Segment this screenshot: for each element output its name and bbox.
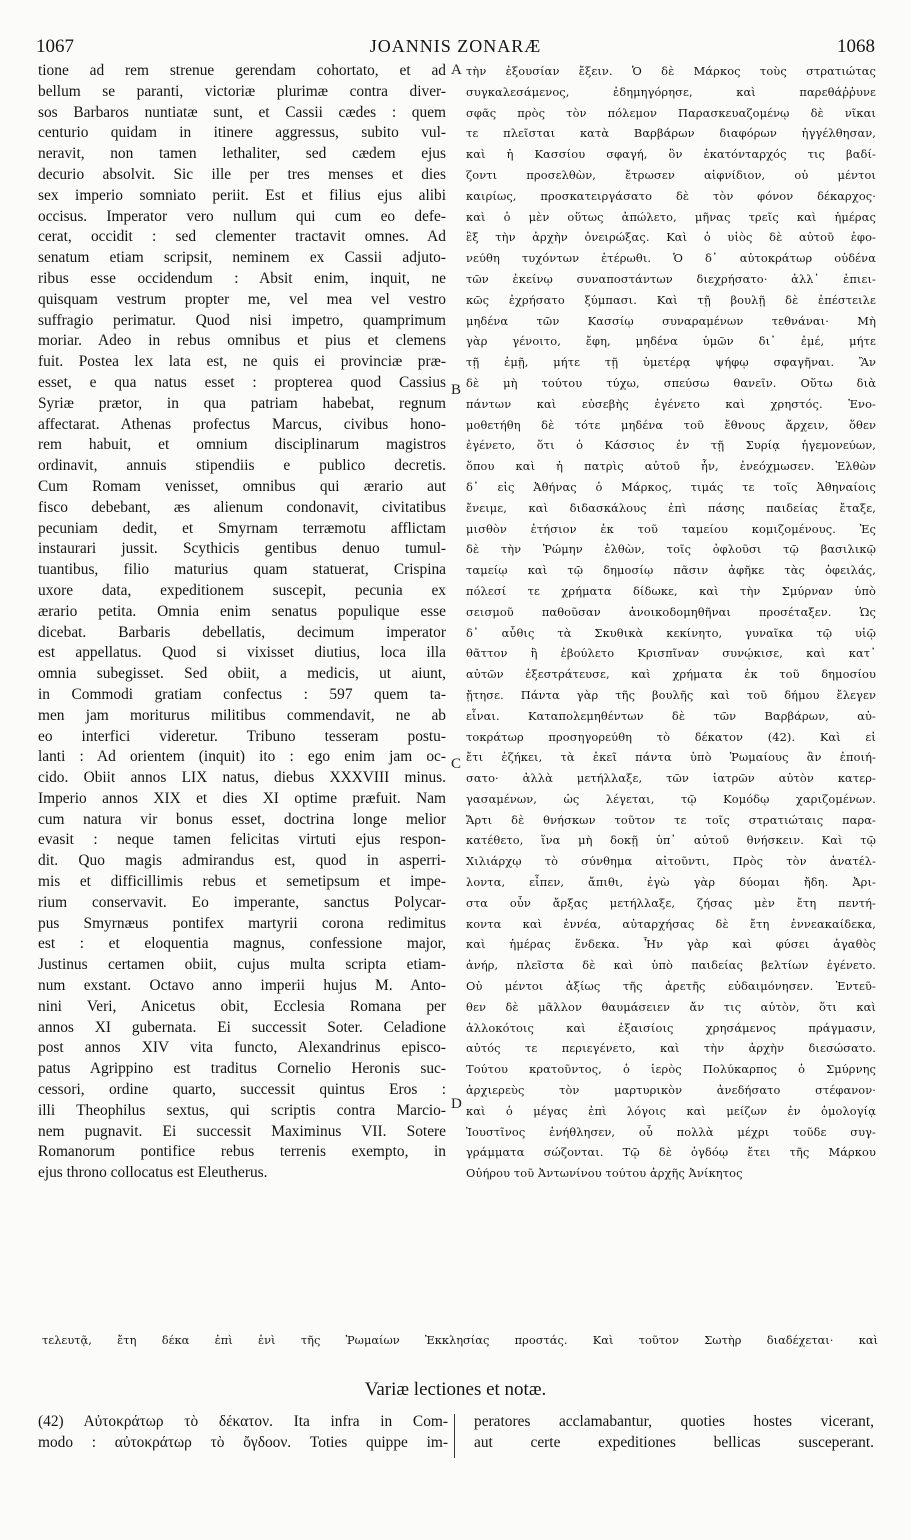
latin-text-line: ribus esse occidendum : Absit enim, inquit, ne	[38, 269, 446, 287]
greek-text-line: καὶ ὁ μέγας ἐπὶ λόγοις καὶ μείζων ἐν ὁμολογίᾳ	[466, 1103, 876, 1118]
latin-text-line: men jam moriturus militibus commendavit, ne ab	[38, 706, 446, 724]
latin-text-line: moriar. Adeo in rebus omnibus et pius et clemens	[38, 332, 446, 350]
latin-text-line: rem habuit, et omnium disciplinarum magistros	[38, 436, 446, 454]
notes-left-column	[38, 1412, 448, 1454]
latin-text-line: ærario petita. Omnia enim senatus populique esse	[38, 602, 446, 620]
latin-text-line: pus Smyrnæus pontifex martyrii corona redimitus	[38, 914, 446, 932]
latin-text-line: sos Barbaros nuntiatæ sunt, et Cassii cædes : quem	[38, 103, 446, 121]
latin-text-line: ordinavit, annuis stipendiis e publico decretis.	[38, 457, 446, 475]
margin-letter-a: A	[451, 62, 462, 78]
greek-text-line: ἔνειμε, καὶ διδασκάλους ἐπὶ πάσης παιδείας ἔταξε,	[466, 500, 876, 515]
latin-text-line: Justinus certamen obiit, cujus multa scripta etiam-	[38, 956, 446, 974]
greek-text-line: Ἰουστῖνος ἐνήθλησεν, οὗ πολλὰ μέχρι τοῦδε συγ-	[466, 1124, 876, 1139]
greek-text-line: κατέθετο, ἵνα μὴ δοκῇ ὑπ᾽ αὐτοῦ θνήσκειν. Καὶ τῷ	[466, 833, 876, 848]
greek-text-line: γασαμένων, ὡς λέγεται, τῷ Κομόδῳ χαριζομένων.	[466, 791, 876, 806]
greek-text-line: ἀλλοκότοις καὶ ἐξαισίοις χρησάμενος πράγμασιν,	[466, 1020, 876, 1035]
latin-text-line: est : et eloquentia magnus, confessione major,	[38, 935, 446, 953]
greek-text-line: ᾔτησε. Πάντα γὰρ τῆς βουλῆς καὶ τοῦ δήμου ἔλεγεν	[466, 687, 876, 702]
greek-text-line: δὲ μὴ τούτου τύχω, σπεύσω θανεῖν. Οὕτω διὰ	[466, 375, 876, 390]
note-line: peratores acclamabantur, quoties hostes vicerant,	[474, 1413, 874, 1430]
greek-text-line: θεν δὲ μᾶλλον θαυμάσειεν ἄν τις αὐτὸν, ὅτι καὶ	[466, 999, 876, 1014]
latin-text-line: eo interfici videretur. Tribuno tesseram postu-	[38, 727, 446, 745]
greek-text-line: Οὐήρου τοῦ Ἀντωνίνου τούτου ἀρχῆς Ἀνίκητος	[466, 1166, 743, 1181]
latin-text-line: tione ad rem strenue gerendam cohortato, et ad	[38, 62, 446, 79]
latin-text-line: nem pugnavit. Ei successit Maximinus VII. Sotere	[38, 1122, 446, 1140]
page-number-left: 1067	[36, 36, 74, 57]
latin-text-line: rium conservavit. Eo imperante, sanctus Polycar-	[38, 893, 446, 911]
greek-text-line: ὅπου καὶ ἡ πατρὶς αὐτοῦ ἦν, ἐνεόχμωσεν. Ἐλθὼν	[466, 459, 876, 474]
latin-text-line: lanti : Ad orientem (inquit) ito : ego enim jam oc-	[38, 748, 446, 766]
margin-letter-b: B	[451, 382, 462, 398]
greek-text-line: καὶ ἡ Κασσίου σφαγή, ὃν ἑκατόνταρχός τις βαδί-	[466, 147, 876, 162]
latin-text-line: dit. Quo magis admirandus est, quod in asperri-	[38, 852, 446, 870]
latin-text-line: dicebat. Barbaris debellatis, decimum imperator	[38, 623, 446, 641]
latin-column	[38, 61, 446, 1184]
latin-text-line: uxore data, expeditionem suscepit, pecunia ex	[38, 581, 446, 599]
latin-text-line: pecuniam dedit, et Smyrnam terræmotu afflictam	[38, 519, 446, 537]
page-number-right: 1068	[837, 36, 875, 57]
greek-text-line: αὐτός τε περιεγένετο, καὶ τὴν ἀρχὴν διεσώσατο.	[466, 1041, 876, 1056]
greek-text-line: μηδένα τῶν Κασσίῳ συναραμένων τεθνάναι· Μὴ	[466, 313, 876, 328]
greek-text-line: ἀρχιερεὺς τὸν μαρτυρικὸν ἀνεδήσατο στέφανον·	[466, 1083, 876, 1098]
greek-text-line: καὶ ὁ μὲν οὕτως ἀπώλετο, μῆνας τρεῖς καὶ ἡμέρας	[466, 209, 876, 224]
greek-text-line: Τούτου κρατοῦντος, ὁ ἱερὸς Πολύκαρπος ὁ Σμύρνης	[466, 1062, 876, 1077]
greek-text-line: δ᾽ αὖθις τὰ Σκυθικὰ κεκίνητο, γυναῖκα τῷ υἱῷ	[466, 625, 876, 640]
greek-text-line: Οὐ μέντοι ἀξίως τῆς ἀρετῆς εὐδαιμόνησεν. Ἐντεῦ-	[466, 979, 876, 994]
notes-right-column	[474, 1412, 874, 1454]
latin-text-line: num exstant. Octavo anno imperii hujus M. Anto-	[38, 977, 446, 995]
latin-text-line: cum natura vir bonus esset, doctrina longe melior	[38, 810, 446, 828]
note-line: aut certe expeditiones bellicas susceperant.	[474, 1433, 874, 1451]
greek-text-line: ἐγένετο, ὅτι ὁ Κάσσιος ἐν τῇ Συρίᾳ ἡγεμονεύων,	[466, 438, 876, 453]
greek-text-line: αὐτῶν ἐξεστράτευσε, καὶ χρήματα ἐκ τοῦ δημοσίου	[466, 667, 876, 682]
latin-text-line: Romanorum pontifice rebus terrenis exempto, in	[38, 1143, 446, 1161]
note-line: (42) Αὐτοκράτωρ τὸ δέκατον. Ita infra in Com-	[38, 1413, 448, 1430]
greek-text-line: τῶν ἐκείνῳ συναποστάντων διεχρήσατο· ἀλλ᾽ ἐπιει-	[466, 271, 876, 286]
greek-text-line: συγκαλεσάμενος, ἐδημηγόρησε, καὶ παρεθάῤῥυνε	[466, 84, 876, 99]
latin-text-line: Syriæ prætor, in qua patriam habebat, regnum	[38, 394, 446, 412]
greek-text-line: κοντα καὶ ἐννέα, αὐταρχήσας δὲ ἔτη ἐννεακαίδεκα,	[466, 916, 876, 931]
latin-text-line: bellum se paranti, victoriæ plurimæ contra diver-	[38, 82, 446, 100]
latin-text-line: Imperio annos XIX et dies XI optime præfuit. Nam	[38, 789, 446, 807]
greek-text-line: σατο· ἀλλὰ μετήλλαξε, τῶν ἰατρῶν αὐτὸν κατερ-	[466, 771, 876, 786]
note-line: modo : αὐτοκράτωρ τὸ ὄγδοον. Toties quippe im-	[38, 1433, 448, 1451]
latin-text-line: patus Agrippino est traditus Cornelio Heronis suc-	[38, 1060, 446, 1078]
greek-text-line: πάντων καὶ εὐσεβὴς ἐγένετο καὶ χρηστός. Ἐνο-	[466, 396, 876, 411]
latin-text-line: suffragio perimatur. Quod nisi impetro, quamprimum	[38, 311, 446, 329]
greek-text-line: δ᾽ εἰς Ἀθήνας ὁ Μάρκος, τιμάς τε τοῖς Ἀθηναίοις	[466, 479, 876, 494]
latin-text-line: tuantibus, filio maturius quam statuerat, Crispina	[38, 561, 446, 579]
latin-text-line: centurio quidam in itinere aggressus, subito vul-	[38, 124, 446, 142]
greek-text-line: τῇ ἐμῇ, μήτε τῇ ὑμετέρᾳ ψήφῳ σφαγῆναι. Ἂν	[466, 355, 876, 370]
latin-text-line: cido. Obiit annos LIX natus, diebus XXXVIII minus.	[38, 769, 446, 787]
greek-tail-line: τελευτᾷ, ἔτη δέκα ἐπὶ ἑνὶ τῆς Ῥωμαίων Ἐκκλησίας προστάς. Καὶ τοῦτον Σωτὴρ διαδέχεται· καὶ	[42, 1333, 878, 1347]
latin-text-line: affectarat. Athenas profectus Marcus, civibus hono-	[38, 415, 446, 433]
notes-heading: Variæ lectiones et notæ.	[364, 1379, 547, 1400]
greek-text-line: Ἄρτι δὲ θνήσκων τοῦτον τε τοῖς στρατιώταις παρα-	[466, 812, 876, 827]
latin-text-line: instaurari jussit. Scythicis gentibus denuo tumul-	[38, 540, 446, 558]
greek-text-line: σεισμοῦ παθοῦσαν ἀνοικοδομηθῆναι προσέταξεν. Ὡς	[466, 604, 876, 619]
latin-text-line: quisquam vestrum propter me, vel mea vel vestro	[38, 290, 446, 308]
greek-text-line: τοκράτωρ προσηγορεύθη τὸ δέκατον (42). Καὶ εἰ	[466, 729, 876, 744]
latin-text-line: decurio absolvit. Sic ille per tres menses et dies	[38, 165, 446, 183]
latin-text-line: fuit. Postea lex lata est, ne quis ei provinciæ præ-	[38, 353, 446, 371]
greek-text-line: καιρίως, προσκατειργάσατο δὲ τὸν φόνον δέκαρχος·	[466, 188, 876, 203]
greek-text-line: Χιλιάρχῳ τὸ σύνθημα αἰτοῦντι, Πρὸς τὸν ἀνατέλ-	[466, 854, 876, 869]
margin-letter-c: C	[451, 756, 462, 772]
running-title: JOANNIS ZONARÆ	[369, 36, 542, 56]
greek-text-line: ἔτι ἐζήκει, τὰ ἐκεῖ πάντα ὑπὸ Ῥωμαίους ἂν ἐποιή-	[466, 750, 876, 765]
latin-text-line: mis et difficillimis rebus et semetipsum et impe-	[38, 873, 446, 891]
greek-text-line: γὰρ γένοιτο, ἔφη, μηδένα ὑμῶν δι᾽ ἐμέ, μήτε	[466, 334, 876, 349]
greek-text-line: κῶς ἐχρήσατο ξύμπασι. Καὶ τῇ βουλῇ δὲ ἐπέστειλε	[466, 292, 876, 307]
greek-text-line: γράμματα σώζονται. Τῷ δὲ ὀγδόῳ ἔτει τῆς Μάρκου	[466, 1145, 876, 1160]
latin-text-line: annos XI gubernata. Ei successit Soter. Celadione	[38, 1018, 446, 1036]
greek-text-line: λοντα, εἶπεν, ἄπιθι, ἐγὼ γὰρ δύομαι ἤδη. Ἀρι-	[466, 875, 876, 890]
greek-text-line: νεύθη τυχόντων ἑτέρωθι. Ὁ δ᾽ αὐτοκράτωρ οὐδένα	[466, 251, 876, 266]
greek-text-line: ζοντι προσελθὼν, ἔτρωσεν αἰφνίδιον, οὐ μέντοι	[466, 167, 876, 182]
latin-text-line: sex imperio somniato periit. Est et filius ejus alibi	[38, 186, 446, 204]
greek-text-line: μοθετήθη δὲ τότε μηδένα τοῦ ἔθνους ἄρχειν, ὅθεν	[466, 417, 876, 432]
latin-text-line: occisus. Imperator vero nullum qui cum eo defe-	[38, 207, 446, 225]
latin-text-line: Cum Romam venisset, omnibus qui ærario aut	[38, 477, 446, 495]
latin-text-line: neravit, non tamen lethaliter, sed cædem ejus	[38, 145, 446, 163]
latin-text-line: omnia subegisset. Sed obiit, a medicis, ut aiunt,	[38, 665, 446, 683]
latin-text-line: in Commodi gratiam confectus : 597 quem ta-	[38, 685, 446, 703]
latin-text-line: nini Veri, Anicetus obit, Ecclesia Romana per	[38, 997, 446, 1015]
latin-text-line: cerat, occidit : sed clementer tractavit omnes. Ad	[38, 228, 446, 246]
latin-text-line: senatum etiam scripsit, neminem ex Cassii adjuto-	[38, 249, 446, 267]
latin-text-line: est appellatus. Quod si vixisset diutius, loca illa	[38, 644, 446, 662]
page-header	[36, 36, 875, 60]
latin-text-line: cessori, ordine quarto, successit quintus Eros :	[38, 1081, 446, 1099]
greek-text-line: τὴν ἐξουσίαν ἔξειν. Ὁ δὲ Μάρκος τοὺς στρατιώτας	[466, 64, 876, 78]
latin-text-line: fisco debebant, æs alienum condonavit, civitatibus	[38, 498, 446, 516]
greek-text-line: μισθὸν ἐτήσιον ἐκ τοῦ ταμείου κομιζομένους. Ἐς	[466, 521, 876, 536]
greek-column	[466, 61, 876, 1184]
greek-text-line: ἓξ τὴν ἀρχὴν ὀνειρώξας. Καὶ ὁ υἱὸς δὲ αὐτοῦ ἐφο-	[466, 230, 876, 245]
greek-text-line: στα οὖν ἄρξας μετήλλαξε, ζήσας μὲν ἔτη πεντή-	[466, 895, 876, 910]
greek-text-line: πόλεσί τε χρήματα δίδωκε, καὶ τὴν Σμύρναν ὑπὸ	[466, 583, 876, 598]
greek-text-line: σφᾶς πρὸς τὸν πόλεμον Παρασκευαζομένῳ δὲ νῖκαι	[466, 105, 876, 120]
notes-divider	[454, 1414, 455, 1458]
latin-text-line: illi Theophilus sextus, qui scriptis contra Marcio-	[38, 1101, 446, 1119]
greek-text-line: τε πλεῖσται κατὰ Βαρβάρων διαφόρων ἠγγέλθησαν,	[466, 126, 876, 141]
greek-text-line: ἀνήρ, πλεῖστα δὲ καὶ ὑπὸ παιδείας βελτίων ἐγένετο.	[466, 958, 876, 973]
greek-text-line: θᾶττον ἢ ἐβούλετο Κρισπῖναν συνῴκισε, καὶ κατ᾽	[466, 646, 876, 661]
latin-text-line: post annos XIV vita functo, Alexandrinus episco-	[38, 1039, 446, 1057]
latin-text-line: esset, e qua natus esset : propterea quod Cassius	[38, 373, 446, 391]
latin-text-line: ejus throno collocatus est Eleutherus.	[38, 1164, 268, 1182]
greek-text-line: καὶ ἡμέρας ἕνδεκα. Ἦν γὰρ καὶ φύσει ἀγαθὸς	[466, 937, 876, 952]
latin-text-line: evasit : neque tamen felicitas virtuti ejus respon-	[38, 831, 446, 849]
margin-letter-d: D	[451, 1096, 462, 1112]
greek-text-line: ταμείῳ καὶ τῷ δημοσίῳ πᾶσιν ἀφῆκε τὰς ὀφειλάς,	[466, 563, 876, 578]
greek-text-line: δὲ τὴν Ῥώμην ἐλθὼν, τοῖς ὀφλοῦσι τῷ βασιλικῷ	[466, 542, 876, 557]
greek-text-line: εἶναι. Καταπολεμηθέντων δὲ τῶν Βαρβάρων, αὐ-	[466, 708, 876, 723]
